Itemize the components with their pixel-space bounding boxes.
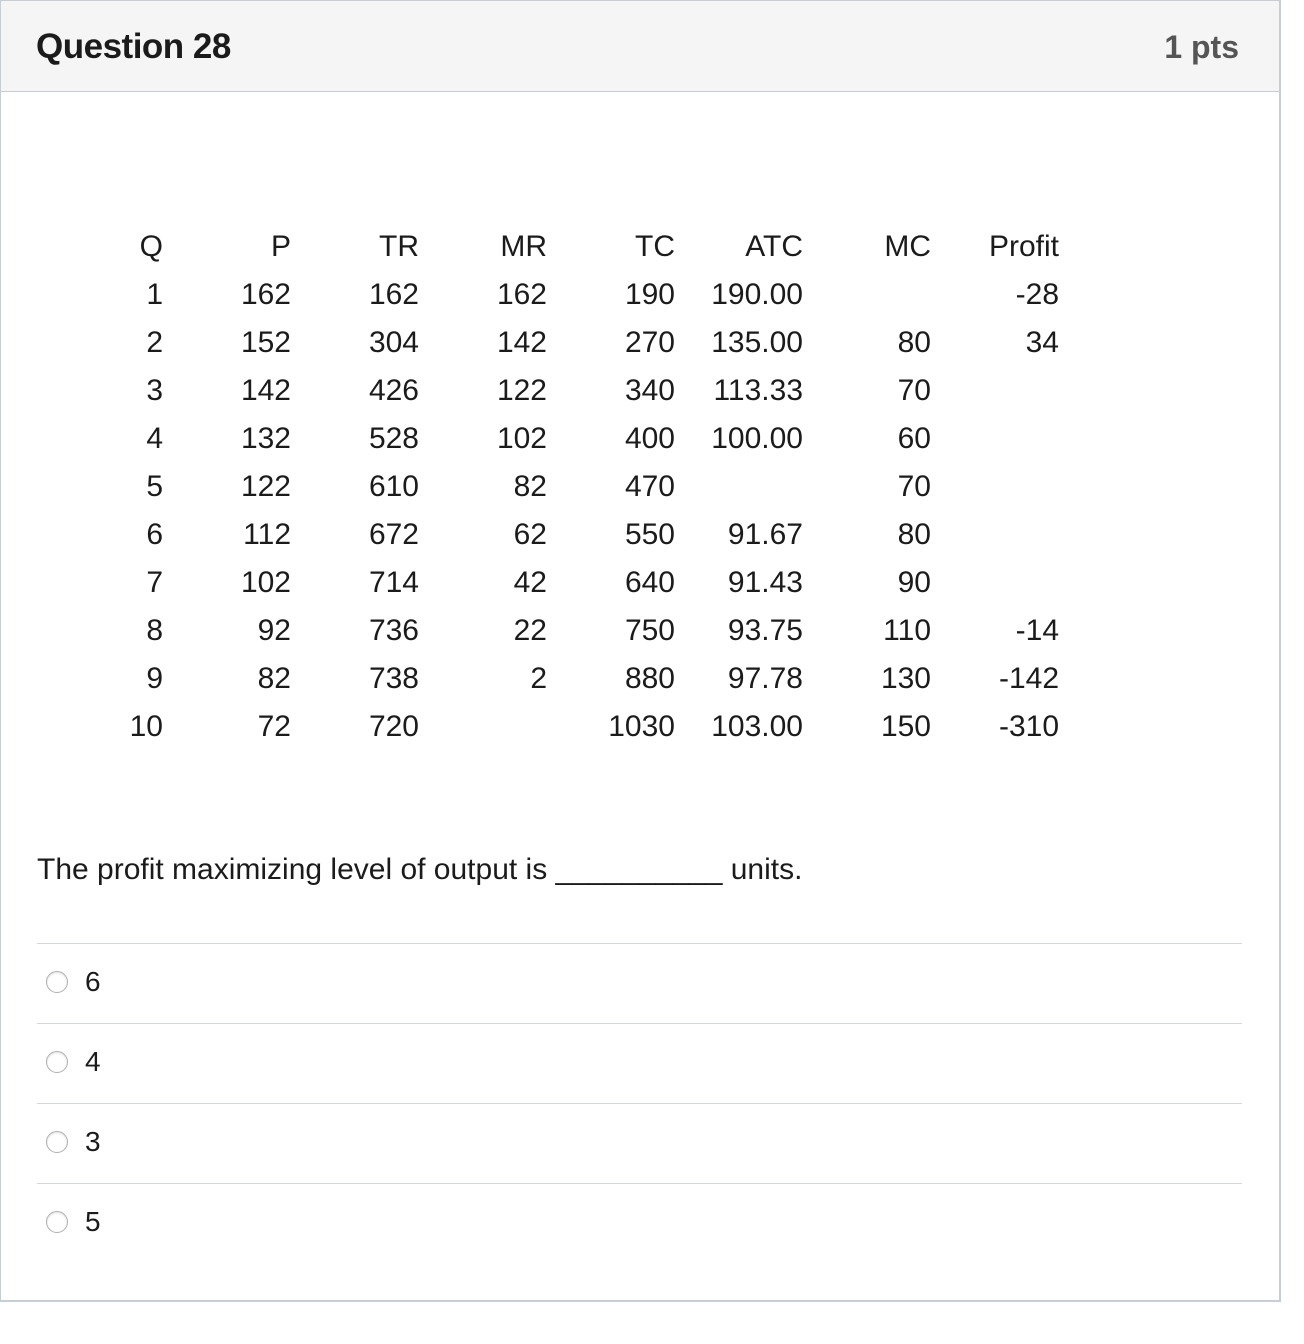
cell-p: 162: [240, 278, 291, 311]
cell-profit: [931, 559, 1059, 607]
cell-mr: 2: [530, 662, 547, 695]
cell-profit: -310: [998, 710, 1059, 743]
question-points: 1 pts: [1164, 29, 1239, 65]
radio-button[interactable]: [46, 1051, 68, 1073]
table-row: [121, 559, 1059, 607]
cell-mr: 62: [513, 518, 547, 551]
cell-q: 1: [146, 278, 163, 311]
cell-mr: 102: [496, 422, 547, 455]
answer-label: 5: [85, 1206, 101, 1237]
cell-mr: 122: [496, 374, 547, 407]
cell-p: 152: [240, 326, 291, 359]
answer-option[interactable]: [37, 943, 1242, 1023]
cell-tc: 470: [624, 470, 675, 503]
radio-button[interactable]: [46, 1131, 68, 1153]
cell-atc: 135.00: [711, 326, 803, 359]
cell-tc: 750: [624, 614, 675, 647]
table-row: [121, 607, 1059, 655]
cell-mc: 130: [880, 662, 931, 695]
answer-option[interactable]: [37, 1183, 1242, 1263]
cell-atc: [675, 463, 803, 511]
table-row: [121, 655, 1059, 703]
column-header-q: Q: [139, 230, 163, 263]
cell-tr: 672: [368, 518, 419, 551]
cell-atc: 93.75: [727, 614, 803, 647]
cell-p: 112: [243, 518, 291, 551]
cell-q: 4: [146, 422, 163, 455]
cell-atc: 113.33: [713, 374, 803, 407]
table-header-row: [121, 223, 1059, 271]
column-header-atc: ATC: [745, 230, 803, 263]
cell-tc: 640: [624, 566, 675, 599]
answer-option[interactable]: [37, 1103, 1242, 1183]
cell-p: 122: [240, 470, 291, 503]
cell-tc: 400: [624, 422, 675, 455]
radio-button[interactable]: [46, 971, 68, 993]
cell-mc: 60: [897, 422, 931, 455]
cell-p: 132: [240, 422, 291, 455]
cell-mc: 90: [897, 566, 931, 599]
cell-profit: -14: [1015, 614, 1059, 647]
cell-mc: [803, 271, 931, 319]
column-header-p: P: [270, 230, 291, 263]
cell-profit: [931, 463, 1059, 511]
question-title: Question 28: [36, 27, 231, 66]
table-row: [121, 511, 1059, 559]
cost-revenue-table: [121, 223, 1059, 751]
cell-q: 5: [146, 470, 163, 503]
cell-atc: 100.00: [711, 422, 803, 455]
table-row: [121, 367, 1059, 415]
cell-mr: 42: [513, 566, 547, 599]
cell-tc: 340: [624, 374, 675, 407]
cell-atc: 91.43: [727, 566, 803, 599]
cell-q: 2: [146, 326, 163, 359]
cell-tr: 162: [368, 278, 419, 311]
cell-mc: 70: [897, 374, 931, 407]
table-body: [121, 271, 1059, 751]
column-header-tc: TC: [635, 230, 675, 263]
table-row: [121, 463, 1059, 511]
cell-profit: [931, 415, 1059, 463]
cell-mc: 150: [880, 710, 931, 743]
cell-p: 92: [257, 614, 291, 647]
cell-tr: 738: [368, 662, 419, 695]
question-header: [1, 1, 1279, 92]
answer-list: [37, 943, 1242, 1263]
cell-q: 3: [146, 374, 163, 407]
column-header-tr: TR: [379, 230, 419, 263]
column-header-mc: MC: [884, 230, 931, 263]
table-row: [121, 319, 1059, 367]
cell-atc: 190.00: [711, 278, 803, 311]
cell-q: 10: [129, 710, 163, 743]
cell-tc: 550: [624, 518, 675, 551]
cell-tr: 736: [368, 614, 419, 647]
cell-profit: [931, 367, 1059, 415]
cell-profit: 34: [1025, 326, 1059, 359]
answer-label: 6: [85, 966, 101, 997]
cell-mc: 70: [897, 470, 931, 503]
cell-tr: 528: [368, 422, 419, 455]
cell-atc: 97.78: [727, 662, 803, 695]
cell-q: 7: [146, 566, 163, 599]
cell-p: 72: [257, 710, 291, 743]
answer-label: 4: [85, 1046, 101, 1077]
cell-mr: [419, 703, 547, 751]
cell-q: 9: [146, 662, 163, 695]
cell-mc: 80: [897, 326, 931, 359]
cell-mc: 110: [883, 614, 931, 647]
cell-profit: -142: [998, 662, 1059, 695]
cell-profit: [931, 511, 1059, 559]
cell-tc: 190: [624, 278, 675, 311]
answer-label: 3: [85, 1126, 101, 1157]
cell-tr: 610: [368, 470, 419, 503]
cell-tc: 270: [624, 326, 675, 359]
cell-mr: 162: [496, 278, 547, 311]
cell-mr: 82: [513, 470, 547, 503]
cell-profit: -28: [1015, 278, 1059, 311]
column-header-mr: MR: [500, 230, 547, 263]
cell-p: 82: [257, 662, 291, 695]
cell-tr: 720: [368, 710, 419, 743]
question-text: The profit maximizing level of output is __________ units.: [37, 853, 803, 886]
cell-tc: 880: [624, 662, 675, 695]
cell-atc: 103.00: [711, 710, 803, 743]
cell-mr: 142: [496, 326, 547, 359]
table-row: [121, 415, 1059, 463]
cell-q: 6: [146, 518, 163, 551]
column-header-profit: Profit: [988, 230, 1059, 263]
cell-mr: 22: [513, 614, 547, 647]
cell-tr: 714: [368, 566, 419, 599]
radio-button[interactable]: [46, 1211, 68, 1233]
cell-tr: 426: [368, 374, 419, 407]
cell-p: 142: [240, 374, 291, 407]
cell-p: 102: [240, 566, 291, 599]
answer-option[interactable]: [37, 1023, 1242, 1103]
cell-q: 8: [146, 614, 163, 647]
table-row: [121, 271, 1059, 319]
cell-mc: 80: [897, 518, 931, 551]
table-row: [121, 703, 1059, 751]
cell-tc: 1030: [608, 710, 675, 743]
cell-tr: 304: [368, 326, 419, 359]
cell-atc: 91.67: [727, 518, 803, 551]
